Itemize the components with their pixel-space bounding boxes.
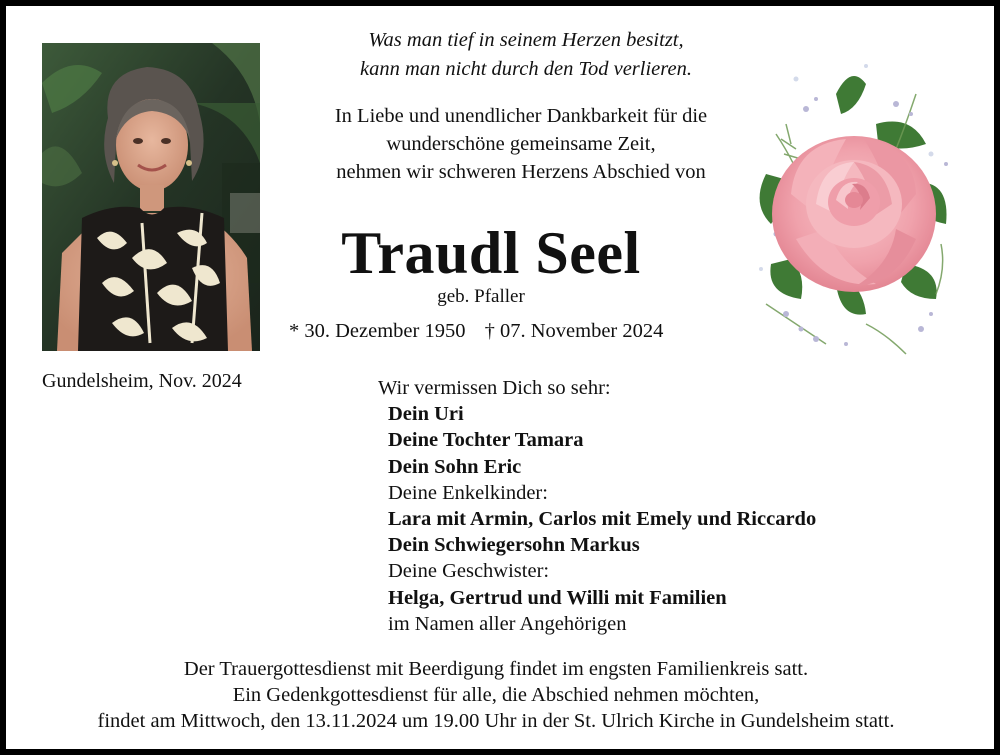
rose-image [746,54,961,359]
service-line-2: Ein Gedenkgottesdienst für alle, die Abschied nehmen möchten, [232,684,760,706]
mourner-line: im Namen aller Angehörigen [388,612,627,635]
mourner-line: Dein Schwiegersohn Markus [388,534,640,557]
intro-line-3: nehmen wir schweren Herzens Abschied von [336,161,706,183]
intro-line-2: wunderschöne gemeinsame Zeit, [386,133,656,155]
life-dates [289,320,663,343]
mourner-line: Dein Sohn Eric [388,455,522,478]
deceased-name: Traudl Seel [341,220,641,286]
mourner-line: Deine Tochter Tamara [388,429,584,452]
intro-text [271,102,771,186]
mourner-line: Lara mit Armin, Carlos mit Emely und Riccardo [388,508,817,531]
death-date: † 07. November 2024 [484,320,664,342]
service-info [26,656,966,734]
mourner-line: Deine Geschwister: [388,560,550,583]
quote [296,26,756,84]
place-date: Gundelsheim, Nov. 2024 [42,370,242,392]
quote-line-1: Was man tief in seinem Herzen besitzt, [368,29,684,51]
mourner-line: Deine Enkelkinder: [388,481,548,504]
portrait-photo [42,43,260,351]
service-line-3: findet am Mittwoch, den 13.11.2024 um 19.00 Uhr in der St. Ulrich Kirche in Gundelsheim statt. [97,710,895,732]
service-line-1: Der Trauergottesdienst mit Beerdigung findet im engsten Familienkreis satt. [183,658,809,680]
mourners-list [378,375,816,637]
mourners-heading: Wir vermissen Dich so sehr: [378,377,611,399]
birth-date: * 30. Dezember 1950 [289,320,466,342]
mourner-line: Helga, Gertrud und Willi mit Familien [388,586,727,609]
intro-line-1: In Liebe und unendlicher Dankbarkeit für die [334,105,708,127]
quote-line-2: kann man nicht durch den Tod verlieren. [360,58,692,80]
mourner-line: Dein Uri [388,403,464,426]
maiden-name: geb. Pfaller [437,286,525,307]
